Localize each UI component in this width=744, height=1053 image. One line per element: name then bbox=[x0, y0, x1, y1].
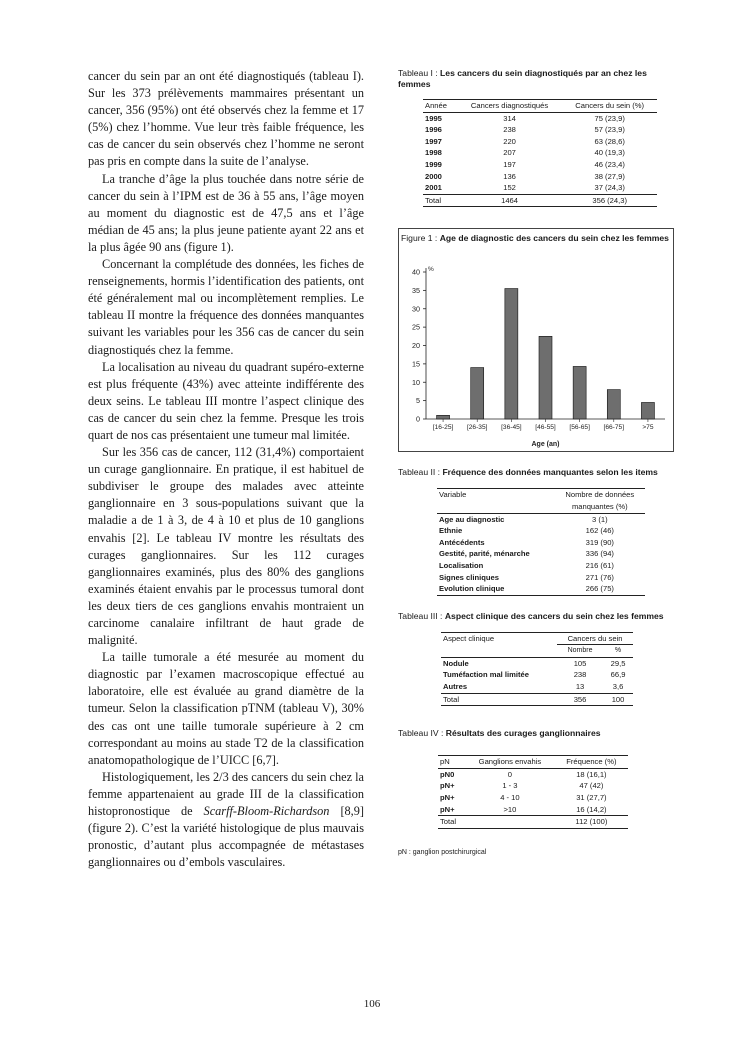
table4-caption-prefix: Tableau IV : bbox=[398, 728, 446, 739]
x-tick-label: [66-75] bbox=[603, 424, 625, 432]
table3-cell: 66,9 bbox=[610, 670, 626, 680]
x-tick-label: [56-65] bbox=[569, 424, 590, 432]
bar--66-75- bbox=[607, 390, 620, 419]
table2-row bbox=[437, 537, 645, 549]
table3-header-group: Cancers du sein bbox=[557, 632, 633, 645]
table3-cell: 13 bbox=[575, 682, 585, 692]
figure1-caption-title: Age de diagnostic des cancers du sein chez les femmes bbox=[439, 233, 669, 244]
table1-cell: 136 bbox=[503, 171, 516, 181]
paragraph-7-start: Histologiquement, les 2/3 des cancers du sein chez la femme appartenaient au grade III de la classification histopronostique de bbox=[88, 769, 364, 819]
table2-cell: 271 (76) bbox=[585, 572, 614, 582]
y-tick-label: 10 bbox=[412, 378, 420, 388]
table1-row bbox=[423, 147, 657, 159]
table1-row bbox=[423, 112, 657, 124]
table2-row bbox=[437, 560, 645, 572]
table1-cell: 63 (28,6) bbox=[594, 136, 625, 146]
table1-total-row bbox=[423, 194, 657, 207]
bar--46-55- bbox=[539, 337, 552, 420]
table3-caption-prefix: Tableau III : bbox=[398, 610, 445, 621]
table4-header-nodes: Ganglions envahis bbox=[478, 757, 542, 767]
x-tick-label: [16-25] bbox=[432, 424, 454, 432]
table2 bbox=[437, 488, 645, 595]
table2-header-variable: Variable bbox=[439, 490, 467, 500]
y-tick-label: 25 bbox=[412, 322, 420, 332]
table1-cell: 220 bbox=[503, 136, 516, 146]
figure1-caption-prefix: Figure 1 : bbox=[401, 233, 440, 244]
y-tick-label: 15 bbox=[412, 359, 420, 369]
bar--36-45- bbox=[505, 289, 518, 419]
table1-cell: 2001 bbox=[425, 183, 442, 193]
figure1-bar-chart bbox=[399, 259, 673, 449]
table1-cell: 1995 bbox=[425, 113, 442, 123]
table4-header-row bbox=[438, 756, 628, 769]
table4-total-frequency: 112 (100) bbox=[575, 817, 608, 827]
table4-cell: 47 (42) bbox=[579, 781, 604, 791]
table2-row bbox=[437, 525, 645, 537]
table3-total-percent: 100 bbox=[611, 694, 625, 704]
table1-cell: 2000 bbox=[425, 171, 442, 181]
table3-header-row bbox=[441, 632, 633, 645]
table4-header-frequency: Fréquence (%) bbox=[566, 757, 617, 767]
table1-header-breast: Cancers du sein (%) bbox=[575, 101, 645, 110]
table4-cell: >10 bbox=[503, 804, 517, 814]
y-tick-label: 30 bbox=[412, 304, 420, 314]
table2-cell: Evolution clinique bbox=[439, 584, 505, 594]
table3-cell: 29,5 bbox=[610, 658, 626, 668]
table4-row bbox=[438, 768, 628, 780]
y-tick-label: 5 bbox=[416, 396, 420, 406]
table3 bbox=[441, 632, 633, 707]
table2-header-missing-line2: manquantes (%) bbox=[571, 501, 628, 511]
x-tick-label: [36-45] bbox=[501, 424, 522, 432]
table4-cell: 1 - 3 bbox=[502, 781, 518, 791]
table4-cell: pN+ bbox=[440, 781, 455, 791]
table1-row bbox=[423, 182, 657, 194]
paragraph-6: La taille tumorale a été mesurée au moment du diagnostic par l’examen macroscopique effectué au laboratoire, elle est évaluée au grand diamètre de la tumeur. Selon la classification pTNM (tableau V), 30% des cas ont une taille tumorale supérieure à 2 cm correspondant au moins au stade T2 de la classification anatomopathologique de l’UICC [6,7]. bbox=[88, 650, 364, 767]
table2-cell: 319 (90) bbox=[585, 537, 614, 547]
table1-header-diagnosed: Cancers diagnostiqués bbox=[470, 101, 549, 110]
table2-caption-prefix: Tableau II : bbox=[398, 467, 443, 478]
table3-row bbox=[441, 681, 633, 693]
table3-cell: 105 bbox=[573, 658, 587, 668]
table2-row bbox=[437, 583, 645, 595]
table1-cell: 238 bbox=[503, 125, 516, 135]
table1-cell: 38 (27,9) bbox=[594, 171, 625, 181]
y-tick-label: 35 bbox=[412, 286, 420, 296]
bar--56-65- bbox=[573, 367, 586, 420]
table1 bbox=[423, 99, 657, 207]
table2-cell: 3 (1) bbox=[591, 514, 608, 524]
body-text-column bbox=[88, 68, 364, 871]
table1-total-breast: 356 (24,3) bbox=[592, 195, 627, 205]
classification-name: Scarff-Bloom-Richardson bbox=[203, 804, 330, 819]
table3-cell: Autres bbox=[443, 682, 468, 692]
table1-cell: 1997 bbox=[425, 136, 442, 146]
table3-cell: Tuméfaction mal limitée bbox=[443, 670, 529, 680]
table2-caption bbox=[398, 467, 674, 478]
table4 bbox=[438, 755, 628, 829]
table2-row bbox=[437, 572, 645, 584]
y-axis-label: % bbox=[428, 266, 434, 274]
table2-cell: 266 (75) bbox=[585, 584, 614, 594]
table1-row bbox=[423, 171, 657, 183]
table1-header-row bbox=[423, 100, 657, 113]
table3-caption-title: Aspect clinique des cancers du sein chez les femmes bbox=[444, 610, 664, 621]
x-tick-label: >75 bbox=[642, 424, 654, 432]
table3-total-count: 356 bbox=[573, 694, 587, 704]
table2-cell: Localisation bbox=[439, 560, 484, 570]
table3-row bbox=[441, 669, 633, 681]
table2-cell: Gestité, parité, ménarche bbox=[439, 549, 530, 559]
table4-row bbox=[438, 804, 628, 816]
table1-cell: 1999 bbox=[425, 159, 442, 169]
table1-total-diagnosed: 1464 bbox=[501, 195, 519, 205]
table3-cell: Nodule bbox=[443, 658, 469, 668]
table2-cell: Ethnie bbox=[439, 526, 463, 536]
table3-total-label: Total bbox=[443, 694, 460, 704]
y-tick-label: 20 bbox=[412, 341, 420, 351]
table3-total-row bbox=[441, 693, 633, 706]
x-axis-label: Age (an) bbox=[531, 441, 560, 449]
table1-cell: 207 bbox=[503, 148, 516, 158]
table1-cell: 314 bbox=[503, 113, 516, 123]
table1-cell: 57 (23,9) bbox=[594, 125, 625, 135]
paragraph-5: Sur les 356 cas de cancer, 112 (31,4%) comportaient un curage ganglionnaire. En pratique, il est habituel de subdiviser le groupe des malades avec atteinte ganglionnaire en 3 sous-populations suivant que la maladie a de 1 à 3, de 4 à 10 et plus de 10 ganglions envahis [2]. Le tableau IV montre les résultats des curages ganglionnaires. Sur les 112 curages ganglionnaires examinés, plus des 80% des ganglions examinés étaient envahis par le processus tumoral dont les deux tiers de ces ganglions envahis montraient un carcinome canalaire infiltrant de haut grade de malignité. bbox=[88, 445, 364, 648]
table2-header-missing-line1: Nombre de données bbox=[565, 490, 635, 500]
table1-row bbox=[423, 136, 657, 148]
table4-row bbox=[438, 780, 628, 792]
page-number: 106 bbox=[363, 998, 381, 1010]
table4-cell: 16 (14,2) bbox=[576, 804, 607, 814]
table2-cell: 162 (46) bbox=[585, 526, 614, 536]
table4-cell: pN0 bbox=[440, 769, 455, 779]
table1-cell: 1998 bbox=[425, 148, 442, 158]
table4-cell: 18 (16,1) bbox=[576, 769, 607, 779]
figures-column bbox=[398, 68, 674, 856]
table1-caption-prefix: Tableau I : bbox=[398, 68, 441, 78]
table1-cell: 152 bbox=[503, 183, 516, 193]
x-tick-label: [26-35] bbox=[466, 424, 488, 432]
table4-caption-title: Résultats des curages ganglionnaires bbox=[445, 728, 601, 739]
y-tick-label: 40 bbox=[412, 267, 420, 277]
table2-caption-title: Fréquence des données manquantes selon les items bbox=[442, 467, 658, 478]
paragraph-7 bbox=[88, 769, 364, 872]
table4-cell: 31 (27,7) bbox=[576, 793, 607, 803]
paragraph-2: La tranche d’âge la plus touchée dans notre série de cancer du sein à l’IPM est de 36 à 55 ans, l’âge moyen au moment du diagnostic est de 47,5 ans et l’âge médian de 45 ans; la plus jeune patiente ayant 22 ans et la plus âgée 90 ans (figure 1). bbox=[88, 171, 364, 254]
table4-caption bbox=[398, 728, 674, 739]
table3-header-aspect: Aspect clinique bbox=[443, 633, 495, 643]
figure1-caption bbox=[399, 229, 673, 244]
table2-cell: 336 (94) bbox=[585, 549, 614, 559]
table4-total-row bbox=[438, 816, 628, 829]
table1-row bbox=[423, 159, 657, 171]
table4-cell: pN+ bbox=[440, 793, 455, 803]
table4-footnote: pN : ganglion postchirurgical bbox=[398, 848, 487, 856]
table3-caption bbox=[398, 611, 674, 622]
table1-total-label: Total bbox=[425, 195, 442, 205]
table1-cell: 40 (19,3) bbox=[594, 148, 625, 158]
table4-total-nodes bbox=[465, 816, 555, 829]
paragraph-3: Concernant la complétude des données, les fiches de renseignements, hormis l’identification des patients, ont été généralement mal ou incomplètement remplies. Le tableau II montre la fréquence des données manquantes suivant les variables pour les 356 cas de cancer du sein diagnostiqués chez la femme. bbox=[88, 257, 364, 357]
table1-row bbox=[423, 124, 657, 136]
paragraph-1: cancer du sein par an ont été diagnostiqués (tableau I). Sur les 373 prélèvements mammaires présentant un cancer, 356 (95%) ont été observés chez la femme et 17 (5%) chez l’homme. Vue leur très faible fréquence, les cas de cancer du sein observés chez l’homme ne seront pas pris en compte dans la suite de l’analyse. bbox=[88, 69, 364, 169]
table3-subheader-percent: % bbox=[614, 647, 622, 655]
paragraph-7-end: [8,9] (figure 2). C’est la variété histologique de plus mauvais pronostic, d’autant plus accompagnée de métastases ganglionnaires ou d’embols vasculaires. bbox=[88, 804, 365, 870]
table1-header-year: Année bbox=[425, 101, 447, 110]
y-tick-label: 0 bbox=[416, 414, 420, 424]
table2-header-row bbox=[437, 489, 645, 513]
figure1 bbox=[398, 228, 674, 452]
table2-cell: Age au diagnostic bbox=[439, 514, 505, 524]
table2-header-missing bbox=[555, 489, 645, 513]
table1-caption bbox=[398, 68, 674, 90]
paragraph-4: La localisation au niveau du quadrant supéro-externe est plus fréquente (43%) avec atteinte indifférente des deux seins. Le tableau III montre l’aspect clinique des cas de cancer du sein chez la femme. Presque les trois quart de nos cas présentaient une tumeur mal limitée. bbox=[88, 359, 364, 442]
table1-cell: 46 (23,4) bbox=[594, 159, 625, 169]
table4-total-label: Total bbox=[440, 817, 457, 827]
table2-cell: Signes cliniques bbox=[439, 572, 499, 582]
table3-row bbox=[441, 657, 633, 669]
bar--26-35- bbox=[471, 368, 484, 419]
table4-cell: pN+ bbox=[440, 804, 455, 814]
table2-cell: 216 (61) bbox=[585, 560, 614, 570]
table3-cell: 3,6 bbox=[612, 682, 624, 692]
table4-row bbox=[438, 792, 628, 804]
table1-cell: 197 bbox=[503, 159, 516, 169]
bar--16-25- bbox=[437, 416, 450, 420]
table2-row bbox=[437, 548, 645, 560]
table3-cell: 238 bbox=[573, 670, 587, 680]
x-tick-label: [46-55] bbox=[535, 424, 556, 432]
table4-cell: 4 - 10 bbox=[500, 793, 520, 803]
table2-row bbox=[437, 513, 645, 525]
table1-caption-title: Les cancers du sein diagnostiqués par an chez les femmes bbox=[398, 68, 647, 89]
bar--75 bbox=[641, 403, 654, 420]
table1-cell: 37 (24,3) bbox=[594, 183, 625, 193]
table4-cell: 0 bbox=[507, 769, 513, 779]
table4-header-pn: pN bbox=[440, 757, 450, 767]
table3-subheader-count: Nombre bbox=[567, 647, 593, 655]
table1-cell: 75 (23,9) bbox=[594, 113, 625, 123]
table2-cell: Antécédents bbox=[439, 537, 485, 547]
table1-cell: 1996 bbox=[425, 125, 442, 135]
